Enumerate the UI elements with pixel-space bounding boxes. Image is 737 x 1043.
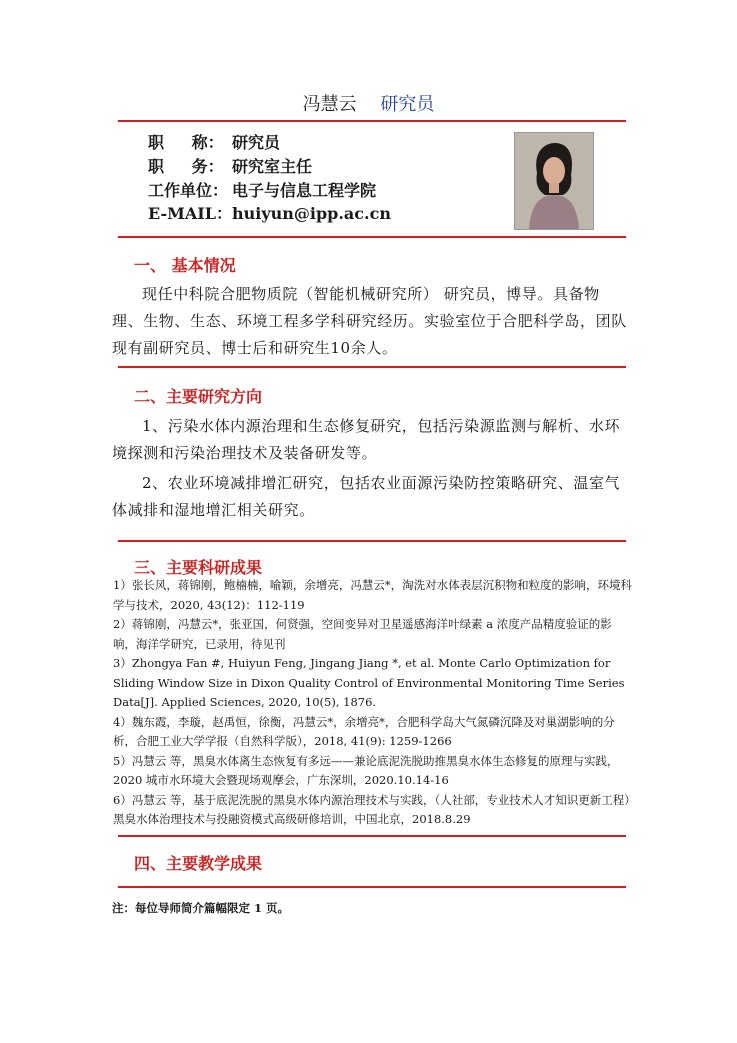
person-role: 研究员 <box>380 94 435 115</box>
direction-item: 2、农业环境减排增汇研究，包括农业面源污染防控策略研究、温室气体减排和湿地增汇相关研究。 <box>112 474 621 519</box>
title-value: 研究员 <box>232 133 281 152</box>
direction-item: 1、污染水体内源治理和生态修复研究，包括污染源监测与解析、水环境探测和污染治理技术及装备研发等。 <box>112 417 621 462</box>
title-label: 职 称： <box>148 133 224 152</box>
profile-title-row <box>148 132 280 154</box>
email-value: huiyun@ipp.ac.cn <box>232 204 391 223</box>
profile-position-row <box>148 156 312 178</box>
profile-unit-row <box>148 180 376 202</box>
publication-item: 3）Zhongya Fan #, Huiyun Feng, Jingang Jiang *, et al. Monte Carlo Optimization for Sliding Window Size in Dixon Quality Control of Environmental Monitoring Time Series Data[J]. Applied Sciences, 2020, 10(5), 1876. <box>113 656 625 709</box>
publication-item: 1）张长风，蒋锦刚，鲍楠楠，喻颖，余增亮，冯慧云*，淘洗对水体表层沉积物和粒度的影响，环境科学与技术，2020, 43(12)：112-119 <box>113 578 633 612</box>
position-value: 研究室主任 <box>232 157 313 176</box>
divider <box>118 835 626 837</box>
section-title-directions: 二、主要研究方向 <box>134 387 263 406</box>
person-name: 冯慧云 <box>302 94 357 115</box>
divider <box>118 236 626 238</box>
section-title-results: 三、主要科研成果 <box>134 558 263 577</box>
portrait-photo <box>514 132 594 230</box>
divider <box>118 120 626 122</box>
profile-email-row <box>148 203 391 225</box>
basic-paragraph: 现任中科院合肥物质院（智能机械研究所） 研究员，博导。具备物理、生物、生态、环境工程多学科研究经历。实验室位于合肥科学岛，团队现有副研究员、博士后和研究生10余人。 <box>112 285 627 357</box>
footer-note: 注：每位导师简介篇幅限定 1 页。 <box>112 901 290 915</box>
publication-item: 6）冯慧云 等，基于底泥洗脱的黑臭水体内源治理技术与实践，（人社部，专业技术人才知识更新工程）黑臭水体治理技术与投融资模式高级研修培训，中国北京，2018.8.29 <box>113 792 630 826</box>
email-label: E-MAIL： <box>148 204 232 223</box>
publication-item: 2）蒋锦刚，冯慧云*，张亚国，何贤强，空间变异对卫星遥感海洋叶绿素 a 浓度产品精度验证的影响，海洋学研究，已录用，待见刊 <box>113 617 612 651</box>
publication-item: 4）魏东霞，李璇，赵禹恒，徐衡，冯慧云*，余增亮*，合肥科学岛大气氮磷沉降及对巢湖影响的分析，合肥工业大学学报（自然科学版），2018, 41(9): 1259-1266 <box>113 714 615 748</box>
publication-item: 5）冯慧云 等，黑臭水体离生态恢复有多远——兼论底泥洗脱助推黑臭水体生态修复的原理与实践，2020 城市水环境大会暨现场观摩会，广东深圳，2020.10.14-16 <box>113 753 619 787</box>
section-title-basic: 一、 基本情况 <box>134 256 236 275</box>
divider <box>118 540 626 542</box>
unit-label: 工作单位： <box>148 181 229 200</box>
publication-list <box>113 576 633 830</box>
section-title-teaching: 四、主要教学成果 <box>134 854 263 873</box>
divider <box>118 366 626 368</box>
position-label: 职 务： <box>148 157 224 176</box>
page-title <box>0 90 737 116</box>
divider <box>118 886 626 888</box>
unit-value: 电子与信息工程学院 <box>232 181 377 200</box>
